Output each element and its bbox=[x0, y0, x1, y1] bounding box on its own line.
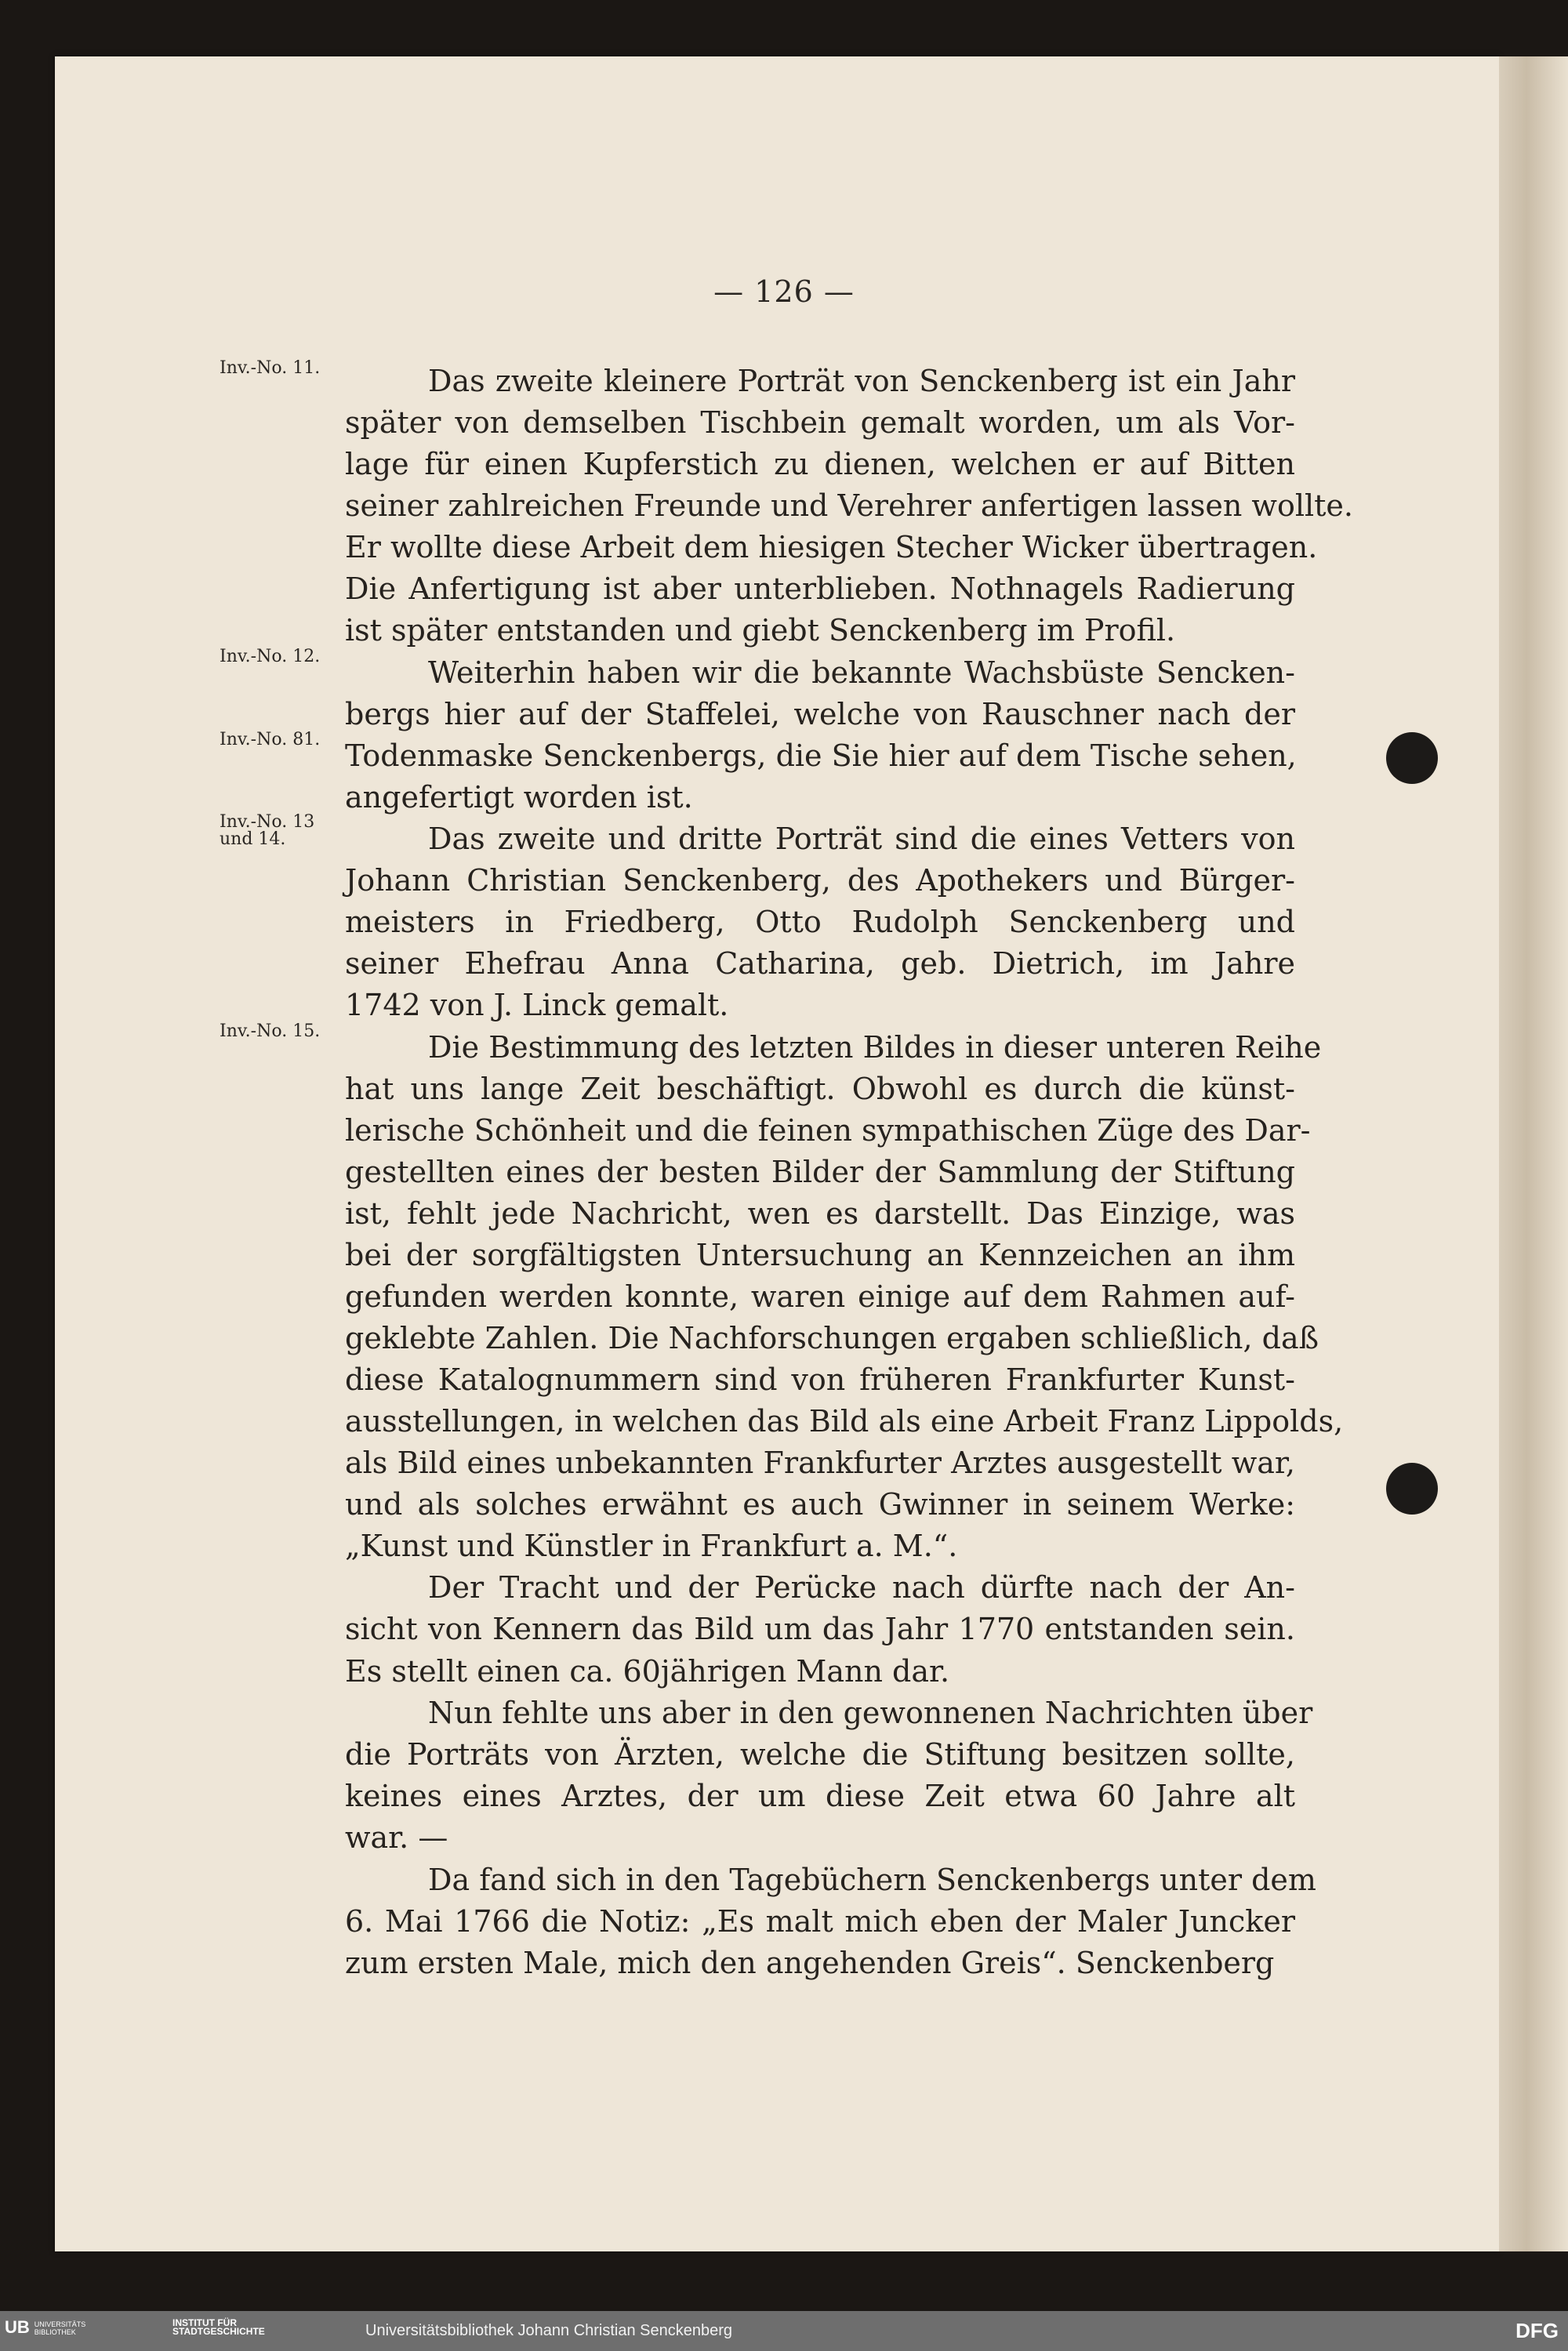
text-line: gefunden werden konnte, waren einige auf dem Rahmen auf- bbox=[345, 1279, 1295, 1314]
text-line: lerische Schönheit und die feinen sympathischen Züge des Dar- bbox=[345, 1113, 1311, 1148]
text-line: war. — bbox=[345, 1820, 448, 1855]
text-line: Todenmaske Senckenbergs, die Sie hier auf dem Tische sehen, bbox=[345, 738, 1297, 773]
text-line: angefertigt worden ist. bbox=[345, 780, 693, 815]
text-line: Da fand sich in den Tagebüchern Senckenbergs unter dem bbox=[428, 1863, 1316, 1897]
text-line: Das zweite kleinere Porträt von Senckenberg ist ein Jahr bbox=[428, 364, 1295, 398]
institut-logo[interactable]: INSTITUT FÜR STADTGESCHICHTE bbox=[172, 2317, 265, 2337]
text-line: 1742 von J. Linck gemalt. bbox=[345, 988, 729, 1022]
text-line: hat uns lange Zeit beschäftigt. Obwohl es durch die künst- bbox=[345, 1072, 1295, 1106]
text-line: als Bild eines unbekannten Frankfurter Arztes ausgestellt war, bbox=[345, 1446, 1295, 1480]
text-line: später von demselben Tischbein gemalt worden, um als Vor- bbox=[345, 405, 1295, 440]
text-line: diese Katalognummern sind von früheren Frankfurter Kunst- bbox=[345, 1362, 1295, 1397]
margin-note: Inv.-No. 81. bbox=[220, 730, 321, 749]
dfg-logo[interactable]: DFG bbox=[1515, 2319, 1559, 2342]
punch-hole bbox=[1386, 732, 1438, 784]
margin-note: Inv.-No. 12. bbox=[220, 647, 321, 666]
text-line: Das zweite und dritte Porträt sind die eines Vetters von bbox=[428, 822, 1295, 856]
text-line: bergs hier auf der Staffelei, welche von Rauschner nach der bbox=[345, 697, 1295, 731]
text-line: seiner zahlreichen Freunde und Verehrer anfertigen lassen wollte. bbox=[345, 488, 1353, 523]
text-line: Es stellt einen ca. 60jährigen Mann dar. bbox=[345, 1654, 950, 1689]
library-name: Universitätsbibliothek Johann Christian Senckenberg bbox=[365, 2322, 733, 2339]
text-line: seiner Ehefrau Anna Catharina, geb. Dietrich, im Jahre bbox=[345, 946, 1295, 981]
text-line: bei der sorgfältigsten Untersuchung an Kennzeichen an ihm bbox=[345, 1238, 1295, 1272]
text-line: lage für einen Kupferstich zu dienen, welchen er auf Bitten bbox=[345, 447, 1295, 481]
punch-hole bbox=[1386, 1463, 1438, 1515]
text-line: zum ersten Male, mich den angehenden Greis“. Senckenberg bbox=[345, 1946, 1275, 1980]
margin-note: Inv.-No. 15. bbox=[220, 1021, 321, 1041]
margin-note: Inv.-No. 13 und 14. bbox=[220, 812, 315, 849]
ub-logo[interactable]: UB UNIVERSITÄTS BIBLIOTHEK bbox=[5, 2317, 86, 2337]
text-line: Die Anfertigung ist aber unterblieben. Nothnagels Radierung bbox=[345, 571, 1295, 606]
viewer-footer-bar bbox=[0, 2311, 1568, 2351]
text-line: die Porträts von Ärzten, welche die Stiftung besitzen sollte, bbox=[345, 1737, 1295, 1772]
text-line: Der Tracht und der Perücke nach dürfte nach der An- bbox=[428, 1570, 1295, 1605]
text-line: Nun fehlte uns aber in den gewonnenen Nachrichten über bbox=[428, 1696, 1313, 1730]
text-line: geklebte Zahlen. Die Nachforschungen ergaben schließlich, daß bbox=[345, 1321, 1319, 1355]
text-line: ist später entstanden und giebt Senckenberg im Profil. bbox=[345, 613, 1176, 648]
text-line: gestellten eines der besten Bilder der Sammlung der Stiftung bbox=[345, 1155, 1295, 1189]
text-line: sicht von Kennern das Bild um das Jahr 1770 entstanden sein. bbox=[345, 1612, 1295, 1646]
text-line: meisters in Friedberg, Otto Rudolph Senckenberg und bbox=[345, 905, 1295, 939]
text-line: und als solches erwähnt es auch Gwinner in seinem Werke: bbox=[345, 1487, 1295, 1522]
margin-note: Inv.-No. 11. bbox=[220, 358, 321, 378]
text-line: Er wollte diese Arbeit dem hiesigen Stecher Wicker übertragen. bbox=[345, 530, 1318, 564]
next-page-edge bbox=[1499, 56, 1568, 2251]
text-line: ausstellungen, in welchen das Bild als eine Arbeit Franz Lippolds, bbox=[345, 1404, 1344, 1439]
text-line: Johann Christian Senckenberg, des Apothekers und Bürger- bbox=[345, 863, 1295, 898]
page-number: — 126 — bbox=[713, 274, 855, 309]
text-line: „Kunst und Künstler in Frankfurt a. M.“. bbox=[345, 1529, 958, 1563]
text-line: Weiterhin haben wir die bekannte Wachsbüste Sencken- bbox=[428, 655, 1295, 690]
text-line: ist, fehlt jede Nachricht, wen es darstellt. Das Einzige, was bbox=[345, 1196, 1295, 1231]
text-line: keines eines Arztes, der um diese Zeit etwa 60 Jahre alt bbox=[345, 1779, 1295, 1813]
text-line: Die Bestimmung des letzten Bildes in dieser unteren Reihe bbox=[428, 1030, 1322, 1065]
text-line: 6. Mai 1766 die Notiz: „Es malt mich eben der Maler Juncker bbox=[345, 1904, 1295, 1939]
